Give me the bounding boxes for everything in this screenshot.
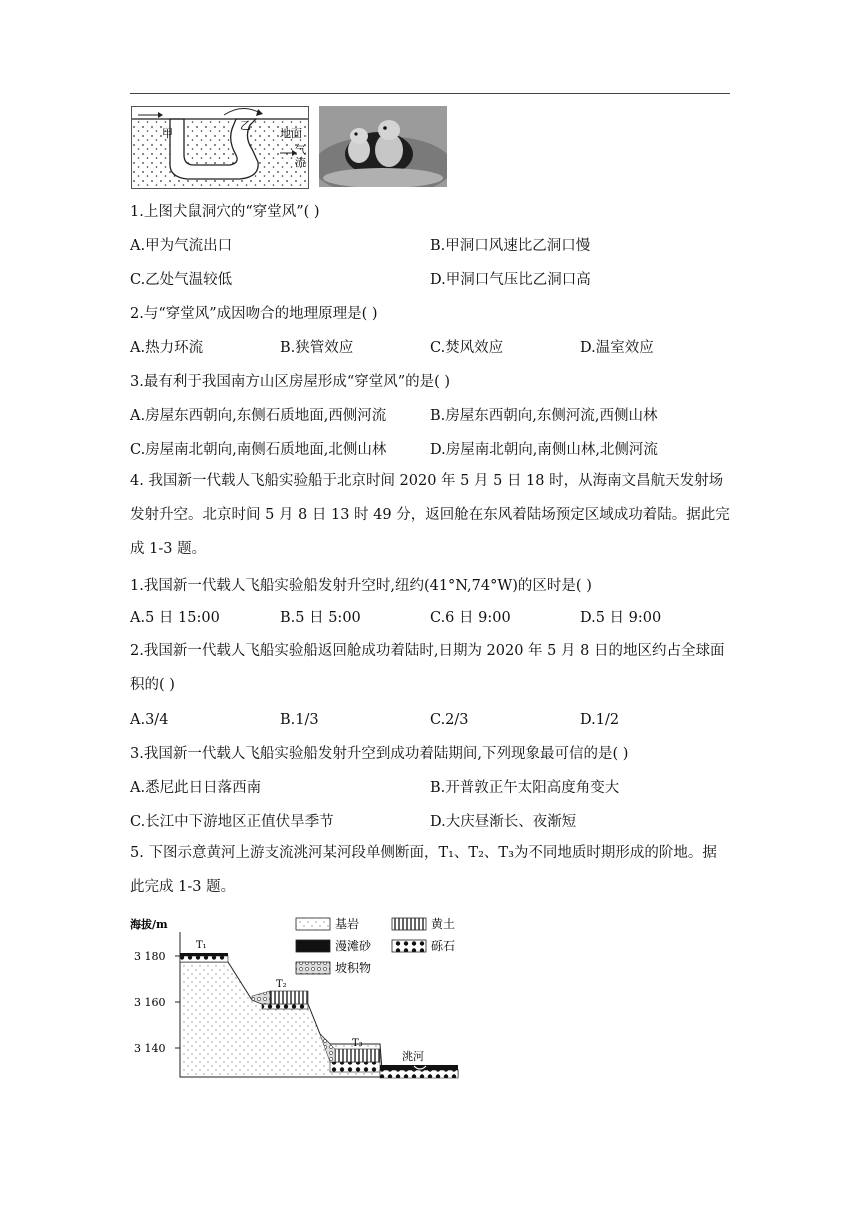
prairie-dog-photo-svg [319, 106, 447, 187]
q4-1-option-a[interactable]: A.5 日 15:00 [130, 610, 220, 626]
label-ground: 地面 [280, 127, 302, 140]
q1-option-a[interactable]: A.甲为气流出口 [130, 238, 233, 254]
legend-loess: 黄土 [431, 917, 456, 931]
q4-1-option-b[interactable]: B.5 日 5:00 [280, 610, 361, 626]
q4-2-option-c[interactable]: C.2/3 [430, 712, 469, 728]
q1-option-c[interactable]: C.乙处气温较低 [130, 272, 233, 288]
legend-bedrock: 基岩 [335, 917, 360, 931]
q3-option-c[interactable]: C.房屋南北朝向,南侧石质地面,北侧山林 [130, 442, 387, 458]
y-tick-3160: 3 160 [134, 996, 166, 1009]
burrow-diagram-svg [132, 107, 308, 188]
q4-1-option-d[interactable]: D.5 日 9:00 [580, 610, 662, 626]
q3-option-b[interactable]: B.房屋东西朝向,东侧河流,西侧山林 [430, 408, 658, 424]
q4-3-option-c[interactable]: C.长江中下游地区正值伏旱季节 [130, 814, 334, 830]
prairie-dog-photo [319, 106, 447, 187]
q2-option-a[interactable]: A.热力环流 [130, 340, 204, 356]
y-tick-3180: 3 180 [134, 950, 166, 963]
q3-stem: 3.最有利于我国南方山区房屋形成“穿堂风”的是( ) [130, 374, 451, 390]
legend-colluvium-swatch [296, 962, 330, 974]
q2-option-c[interactable]: C.焚风效应 [430, 340, 504, 356]
y-axis-label: 海拔/m [130, 918, 168, 931]
legend-floodplain-sand: 漫滩砂 [335, 939, 372, 953]
river-label: 洮河 [402, 1050, 424, 1063]
burrow-diagram [131, 106, 309, 189]
q4-1-stem: 1.我国新一代载人飞船实验船发射升空时,纽约(41°N,74°W)的区时是( ) [130, 578, 592, 594]
y-tick-3140: 3 140 [134, 1042, 166, 1055]
terrace-cross-section [130, 912, 475, 1097]
q4-3-option-d[interactable]: D.大庆昼渐长、夜渐短 [430, 814, 577, 830]
q4-2-option-d[interactable]: D.1/2 [580, 712, 620, 728]
header-rule [130, 93, 730, 94]
q4-3-option-b[interactable]: B.开普敦正午太阳高度角变大 [430, 780, 620, 796]
q4-3-option-a[interactable]: A.悉尼此日日落西南 [130, 780, 262, 796]
terrace-t1-label: T₁ [196, 940, 207, 951]
label-airflow: 气流 [295, 143, 306, 169]
q1-option-b[interactable]: B.甲洞口风速比乙洞口慢 [430, 238, 591, 254]
legend-gravel: 砾石 [431, 939, 456, 953]
q1-stem: 1.上图犬鼠洞穴的“穿堂风”( ) [130, 204, 320, 220]
q4-3-stem: 3.我国新一代载人飞船实验船发射升空到成功着陆期间,下列现象最可信的是( ) [130, 746, 629, 762]
q2-option-d[interactable]: D.温室效应 [580, 340, 654, 356]
terrace-cross-section-svg [130, 912, 475, 1097]
legend-bedrock-swatch [296, 918, 330, 930]
q4-2-option-b[interactable]: B.1/3 [280, 712, 319, 728]
q2-stem: 2.与“穿堂风”成因吻合的地理原理是( ) [130, 306, 378, 322]
q4-1-option-c[interactable]: C.6 日 9:00 [430, 610, 511, 626]
q3-option-a[interactable]: A.房屋东西朝向,东侧石质地面,西侧河流 [130, 408, 387, 424]
q4-intro: 4. 我国新一代载人飞船实验船于北京时间 2020 年 5 月 5 日 18 时，从海南文昌航天发射场发射升空。北京时间 5 月 8 日 13 时 49 分，返回舱在东风着陆场预定区域成功着陆。据此完成 1-3 题。 [130, 473, 730, 557]
q3-option-d[interactable]: D.房屋南北朝向,南侧山林,北侧河流 [430, 442, 658, 458]
legend-gravel-swatch [392, 940, 426, 952]
q1-option-d[interactable]: D.甲洞口气压比乙洞口高 [430, 272, 591, 288]
q4-2-stem: 2.我国新一代载人飞船实验船返回舱成功着陆时,日期为 2020 年 5 月 8 日的地区约占全球面积的( ) [130, 643, 725, 693]
q4-2-option-a[interactable]: A.3/4 [130, 712, 169, 728]
label-yi: 乙 [240, 119, 251, 132]
terrace-t3-label: T₃ [352, 1038, 363, 1049]
legend-colluvium: 坡积物 [335, 961, 372, 975]
legend-loess-swatch [392, 918, 426, 930]
q2-option-b[interactable]: B.狭管效应 [280, 340, 354, 356]
legend-floodplain-sand-swatch [296, 940, 330, 952]
q5-intro: 5. 下图示意黄河上游支流洮河某河段单侧断面，T₁、T₂、T₃为不同地质时期形成的阶地。据此完成 1-3 题。 [130, 845, 717, 895]
terrace-t2-label: T₂ [276, 979, 287, 990]
label-jia: 甲 [162, 127, 173, 140]
